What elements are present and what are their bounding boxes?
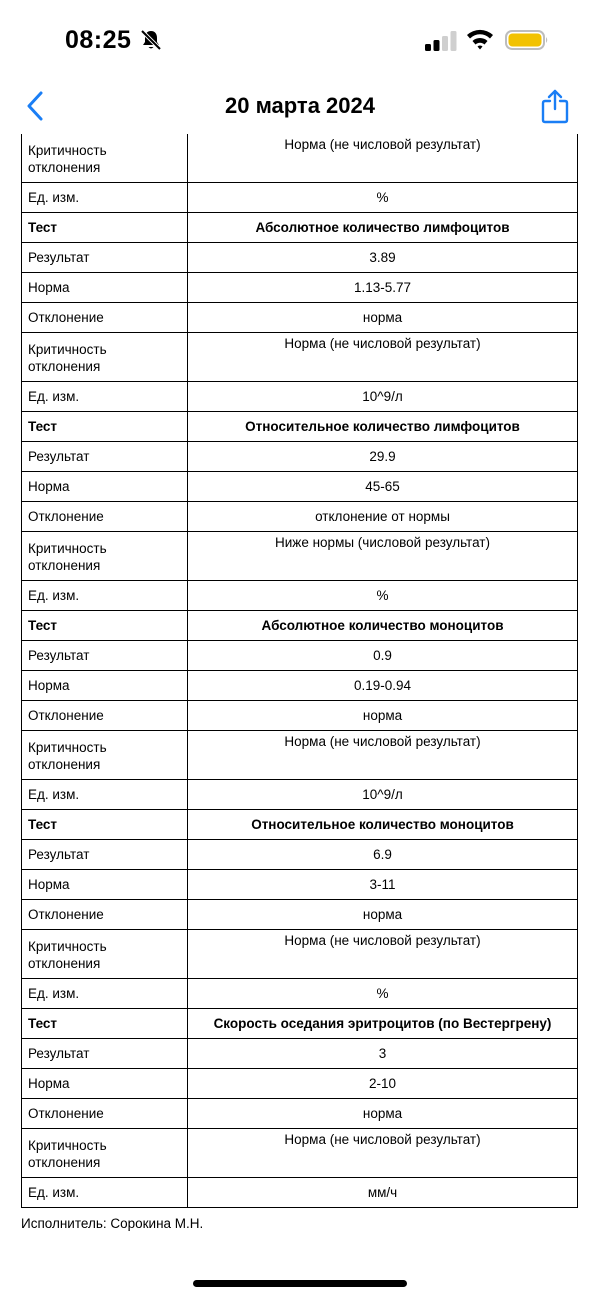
table-row (22, 382, 578, 412)
table-row (22, 641, 578, 671)
row-value: 29.9 (188, 442, 578, 472)
table-row (22, 303, 578, 333)
row-value: 10^9/л (188, 382, 578, 412)
row-value: норма (188, 303, 578, 333)
row-label: Отклонение (22, 701, 188, 731)
table-row (22, 183, 578, 213)
row-value: Относительное количество лимфоцитов (188, 412, 578, 442)
row-label: Критичность отклонения (22, 731, 188, 780)
table-row (22, 780, 578, 810)
row-label: Ед. изм. (22, 1178, 188, 1208)
row-value: % (188, 979, 578, 1009)
row-label: Результат (22, 442, 188, 472)
row-label: Норма (22, 1069, 188, 1099)
row-label: Тест (22, 810, 188, 840)
table-row (22, 1039, 578, 1069)
row-label: Ед. изм. (22, 183, 188, 213)
row-value: норма (188, 900, 578, 930)
row-label: Результат (22, 243, 188, 273)
row-label: Результат (22, 1039, 188, 1069)
row-label: Отклонение (22, 900, 188, 930)
test-header-row (22, 213, 578, 243)
test-header-row (22, 611, 578, 641)
row-label: Критичность отклонения (22, 532, 188, 581)
row-label: Тест (22, 1009, 188, 1039)
row-label: Критичность отклонения (22, 930, 188, 979)
table-row (22, 472, 578, 502)
table-row (22, 502, 578, 532)
row-label: Ед. изм. (22, 581, 188, 611)
row-label: Критичность отклонения (22, 1129, 188, 1178)
wifi-icon (466, 28, 494, 50)
row-value: Норма (не числовой результат) (188, 731, 578, 780)
row-label: Критичность отклонения (22, 134, 188, 183)
row-label: Отклонение (22, 303, 188, 333)
row-label: Норма (22, 273, 188, 303)
home-indicator[interactable] (193, 1280, 407, 1287)
row-label: Результат (22, 840, 188, 870)
row-value: 0.19-0.94 (188, 671, 578, 701)
table-row (22, 442, 578, 472)
table-row (22, 1069, 578, 1099)
row-value: норма (188, 1099, 578, 1129)
row-label: Результат (22, 641, 188, 671)
row-label: Норма (22, 472, 188, 502)
row-value: Норма (не числовой результат) (188, 333, 578, 382)
row-label: Ед. изм. (22, 780, 188, 810)
row-value: Норма (не числовой результат) (188, 930, 578, 979)
table-row (22, 979, 578, 1009)
row-value: 2-10 (188, 1069, 578, 1099)
status-time: 08:25 (65, 26, 132, 54)
table-row (22, 532, 578, 581)
row-value: % (188, 183, 578, 213)
row-value: 3-11 (188, 870, 578, 900)
page-title: 20 марта 2024 (224, 93, 375, 118)
row-value: 10^9/л (188, 780, 578, 810)
table-row (22, 671, 578, 701)
share-icon[interactable] (541, 88, 569, 124)
table-row (22, 1178, 578, 1208)
row-value: 3 (188, 1039, 578, 1069)
row-label: Тест (22, 213, 188, 243)
test-header-row (22, 810, 578, 840)
table-row (22, 1129, 578, 1178)
row-label: Критичность отклонения (22, 333, 188, 382)
bell-slash-icon (140, 29, 162, 51)
row-label: Норма (22, 870, 188, 900)
table-row (22, 701, 578, 731)
row-label: Отклонение (22, 1099, 188, 1129)
row-label: Тест (22, 611, 188, 641)
table-row (22, 273, 578, 303)
row-value: 6.9 (188, 840, 578, 870)
row-value: Норма (не числовой результат) (188, 134, 578, 183)
executor-line: Исполнитель: Сорокина М.Н. (21, 1216, 204, 1231)
row-value: 0.9 (188, 641, 578, 671)
row-value: % (188, 581, 578, 611)
row-value: Скорость оседания эритроцитов (по Вестергрену) (188, 1009, 578, 1039)
table-row (22, 243, 578, 273)
row-value: 45-65 (188, 472, 578, 502)
row-value: 1.13-5.77 (188, 273, 578, 303)
table-row (22, 333, 578, 382)
row-value: Абсолютное количество моноцитов (188, 611, 578, 641)
test-header-row (22, 1009, 578, 1039)
row-value: Норма (не числовой результат) (188, 1129, 578, 1178)
row-value: Ниже нормы (числовой результат) (188, 532, 578, 581)
row-value: норма (188, 701, 578, 731)
table-row (22, 840, 578, 870)
results-table (21, 134, 578, 1208)
row-value: мм/ч (188, 1178, 578, 1208)
test-header-row (22, 412, 578, 442)
row-label: Тест (22, 412, 188, 442)
row-value: 3.89 (188, 243, 578, 273)
table-row (22, 581, 578, 611)
table-row (22, 134, 578, 183)
battery-icon (505, 29, 549, 51)
table-row (22, 1099, 578, 1129)
cellular-signal-icon (425, 31, 457, 51)
navigation-bar (0, 80, 600, 134)
table-row (22, 930, 578, 979)
table-row (22, 731, 578, 780)
row-label: Ед. изм. (22, 979, 188, 1009)
row-label: Отклонение (22, 502, 188, 532)
row-label: Ед. изм. (22, 382, 188, 412)
row-value: Относительное количество моноцитов (188, 810, 578, 840)
document-content[interactable] (0, 134, 600, 1254)
row-value: Абсолютное количество лимфоцитов (188, 213, 578, 243)
row-value: отклонение от нормы (188, 502, 578, 532)
table-row (22, 900, 578, 930)
table-row (22, 870, 578, 900)
status-bar (0, 0, 600, 80)
row-label: Норма (22, 671, 188, 701)
